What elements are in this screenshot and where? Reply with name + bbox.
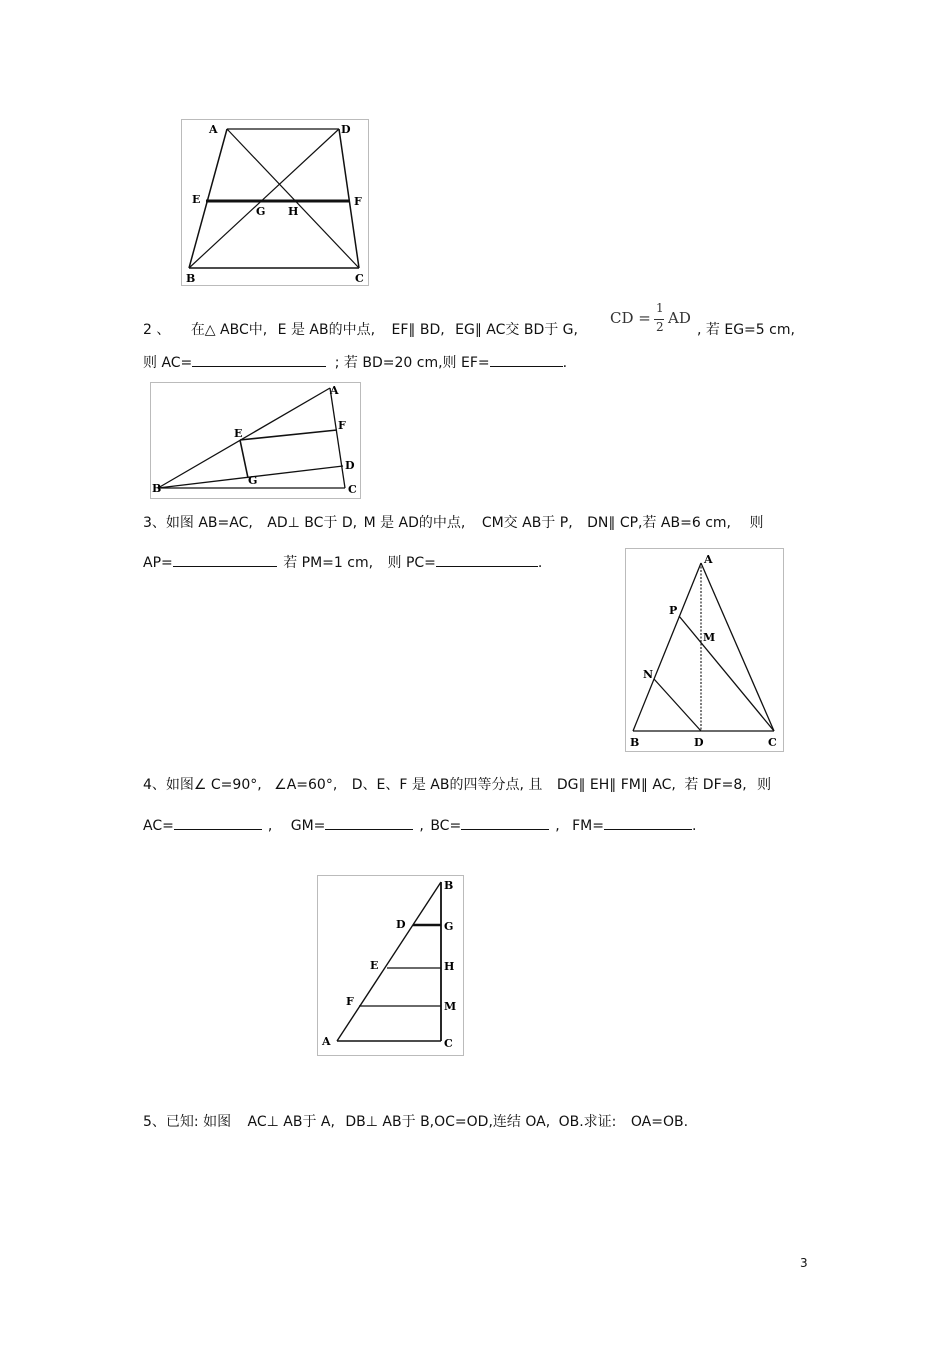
figure-q4 [317,875,465,1057]
q4-answer-blank-AC[interactable] [174,815,262,830]
label-H: H [288,205,299,218]
label-B: B [630,736,640,749]
q2-answer-blank-EF[interactable] [490,352,563,367]
label-B: B [186,272,196,285]
q2-line2: 则 AC= ; 若 BD=20 cm,则 EF= . [143,352,567,372]
label-H: H [444,960,455,973]
q2-line1-end: , 若 EG=5 cm, [697,322,795,338]
label-G: G [256,205,266,218]
page-number: 3 [800,1256,808,1270]
label-C: C [768,736,777,749]
label-E: E [234,427,243,440]
q3-answer-blank-PC[interactable] [436,552,538,567]
label-E: E [370,959,379,972]
q3-line1: 3、如图 AB=AC, AD⊥ BC于 D, M 是 AD的中点, CM交 AB于 P, DN∥ CP,若 AB=6 cm, 则 [143,515,764,531]
label-B: B [152,482,162,495]
q2-formula: CD = 1 2 AD [610,301,691,334]
q5-line: 5、已知: 如图 AC⊥ AB于 A, DB⊥ AB于 B,OC=OD,连结 OA, OB.求证: OA=OB. [143,1114,689,1130]
label-C: C [444,1037,453,1050]
figure-q3 [625,548,785,754]
label-D: D [345,459,355,472]
q2-line1: 2 、 在△ ABC中, E 是 AB的中点, EF∥ BD, EG∥ AC交 BD于 G, [143,322,578,338]
label-G: G [248,474,258,487]
label-D: D [694,736,704,749]
label-M: M [703,631,716,644]
label-A: A [209,123,218,136]
q4-line1: 4、如图∠ C=90°, ∠A=60°, D、E、F 是 AB的四等分点, 且 DG∥ EH∥ FM∥ AC, 若 DF=8, 则 [143,777,772,793]
label-N: N [643,668,654,681]
label-E: E [192,193,201,206]
label-B: B [444,879,454,892]
figure-q2 [150,382,362,500]
figure-trapezoid [181,119,371,287]
q2-answer-blank-AC[interactable] [192,352,326,367]
label-P: P [669,604,678,617]
label-A: A [704,553,713,566]
label-C: C [348,483,357,496]
q3-line2: AP= 若 PM=1 cm, 则 PC= . [143,552,542,572]
label-D: D [396,918,406,931]
q4-answer-blank-GM[interactable] [325,815,413,830]
label-F: F [354,195,362,208]
label-M: M [444,1000,457,1013]
label-F: F [338,419,346,432]
q2-number: 2 、 [143,322,171,338]
label-A: A [330,384,339,397]
label-F: F [346,995,354,1008]
label-C: C [355,272,364,285]
q4-answer-blank-FM[interactable] [604,815,692,830]
q4-line2: AC= , GM= , BC= , FM= . [143,815,696,835]
label-A: A [322,1035,331,1048]
q3-answer-blank-AP[interactable] [173,552,277,567]
label-G: G [444,920,454,933]
label-D: D [341,123,351,136]
q4-answer-blank-BC[interactable] [461,815,549,830]
